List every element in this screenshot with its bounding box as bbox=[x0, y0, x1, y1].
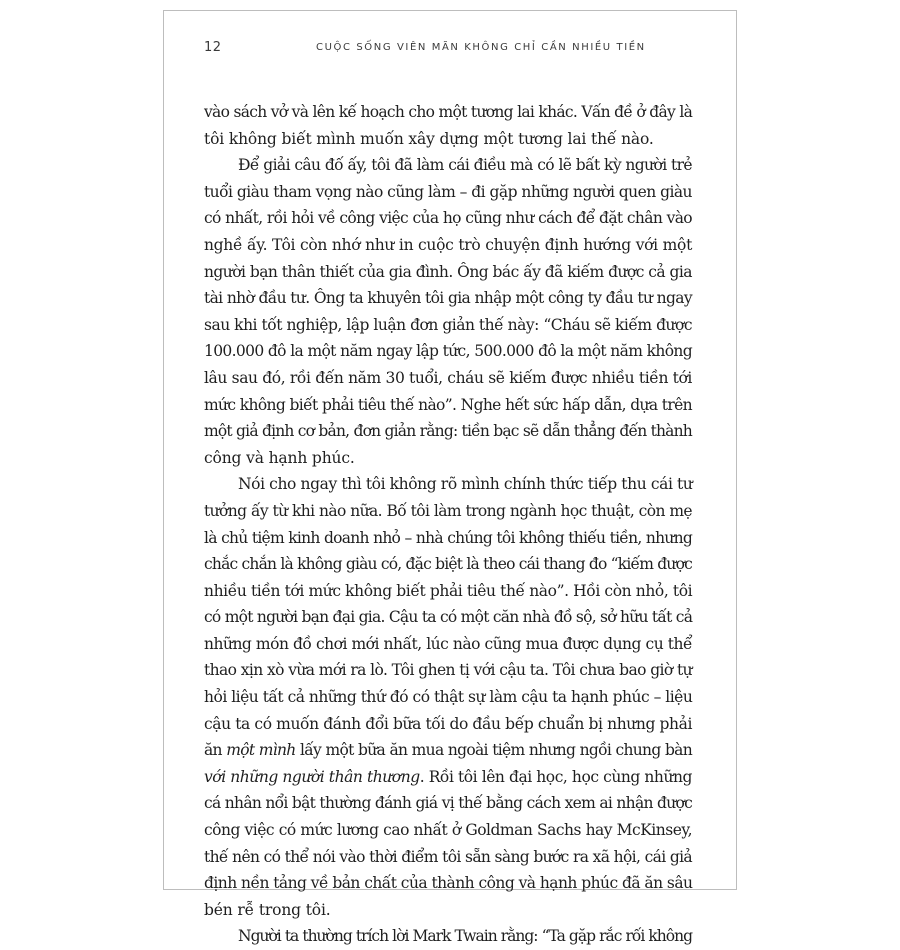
italic-phrase: với những người thân thương bbox=[204, 767, 420, 786]
italic-phrase: một mình bbox=[226, 741, 296, 760]
text-line: tưởng ấy từ khi nào nữa. Bố tôi làm trong ngành học thuật, còn mẹ bbox=[204, 501, 692, 520]
paragraph-1 bbox=[204, 99, 692, 152]
page-header bbox=[204, 40, 724, 60]
text-line: Người ta thường trích lời Mark Twain rằng: “Ta gặp rắc rối không bbox=[238, 927, 692, 946]
text-line: 100.000 đô la một năm ngay lập tức, 500.000 đô la một năm không bbox=[204, 342, 692, 361]
text-line: định nền tảng về bản chất của thành công và hạnh phúc đã ăn sâu bbox=[204, 874, 693, 893]
text-line-with-italic bbox=[204, 764, 692, 791]
paragraph-4 bbox=[204, 923, 692, 950]
text-line: công việc có mức lương cao nhất ở Goldman Sachs hay McKinsey, bbox=[204, 821, 692, 840]
text-span: ăn bbox=[204, 741, 227, 760]
text-line: một giả định cơ bản, đơn giản rằng: tiền bạc sẽ dẫn thẳng đến thành bbox=[204, 422, 692, 441]
text-line: tuổi giàu tham vọng nào cũng làm – đi gặp những người quen giàu bbox=[204, 182, 692, 201]
text-line: người bạn thân thiết của gia đình. Ông bác ấy đã kiếm được cả gia bbox=[204, 262, 692, 281]
text-line: tôi không biết mình muốn xây dựng một tương lai thế nào. bbox=[204, 129, 654, 148]
text-line: tài nhờ đầu tư. Ông ta khuyên tôi gia nhập một công ty đầu tư ngay bbox=[204, 289, 692, 308]
text-line: công và hạnh phúc. bbox=[204, 448, 355, 467]
text-line: là chủ tiệm kinh doanh nhỏ – nhà chúng tôi không thiếu tiền, nhưng bbox=[204, 528, 692, 547]
text-span: . Rồi tôi lên đại học, học cùng những bbox=[419, 767, 692, 786]
text-line: vào sách vở và lên kế hoạch cho một tương lai khác. Vấn đề ở đây là bbox=[204, 103, 693, 121]
text-line: mức không biết phải tiêu thế nào”. Nghe hết sức hấp dẫn, dựa trên bbox=[204, 395, 692, 414]
text-line: thế nên có thể nói vào thời điểm tôi sẵn sàng bước ra xã hội, cái giả bbox=[204, 847, 692, 866]
text-line: bén rễ trong tôi. bbox=[204, 900, 331, 919]
paragraph-2 bbox=[204, 152, 692, 471]
text-line: cậu ta có muốn đánh đổi bữa tối do đầu bếp chuẩn bị nhưng phải bbox=[204, 714, 693, 733]
text-line: sau khi tốt nghiệp, lập luận đơn giản thế này: “Cháu sẽ kiếm được bbox=[204, 315, 692, 334]
text-line: lâu sau đó, rồi đến năm 30 tuổi, cháu sẽ kiếm được nhiều tiền tới bbox=[204, 368, 692, 387]
body-text bbox=[204, 99, 692, 950]
text-line: nhiều tiền tới mức không biết phải tiêu thế nào”. Hồi còn nhỏ, tôi bbox=[204, 581, 693, 600]
running-title: CUỘC SỐNG VIÊN MÃN KHÔNG CHỈ CẦN NHIỀU TIỀN bbox=[316, 42, 646, 53]
text-line: có một người bạn đại gia. Cậu ta có một căn nhà đồ sộ, sở hữu tất cả bbox=[204, 608, 693, 627]
text-line: có nhất, rồi hỏi về công việc của họ cũng như cách để đặt chân vào bbox=[204, 209, 692, 228]
text-line: cá nhân nổi bật thường đánh giá vị thế bằng cách xem ai nhận được bbox=[204, 794, 693, 813]
page-number: 12 bbox=[204, 40, 222, 55]
text-line-with-italic bbox=[204, 737, 692, 764]
text-line: hỏi liệu tất cả những thứ đó có thật sự làm cậu ta hạnh phúc – liệu bbox=[204, 688, 693, 707]
paragraph-3 bbox=[204, 471, 692, 923]
text-line: nghề ấy. Tôi còn nhớ như in cuộc trò chuyện định hướng với một bbox=[204, 235, 692, 254]
text-line: thao xịn xò vừa mới ra lò. Tôi ghen tị với cậu ta. Tôi chưa bao giờ tự bbox=[204, 661, 692, 680]
text-span: lấy một bữa ăn mua ngoài tiệm nhưng ngồi chung bàn bbox=[295, 741, 692, 760]
text-line: Nói cho ngay thì tôi không rõ mình chính thức tiếp thu cái tư bbox=[238, 475, 693, 494]
text-line: những món đồ chơi mới nhất, lúc nào cũng mua được dụng cụ thể bbox=[204, 634, 692, 653]
text-line: Để giải câu đố ấy, tôi đã làm cái điều mà có lẽ bất kỳ người trẻ bbox=[238, 156, 692, 175]
text-line: chắc chắn là không giàu có, đặc biệt là theo cái thang đo “kiếm được bbox=[204, 555, 692, 574]
